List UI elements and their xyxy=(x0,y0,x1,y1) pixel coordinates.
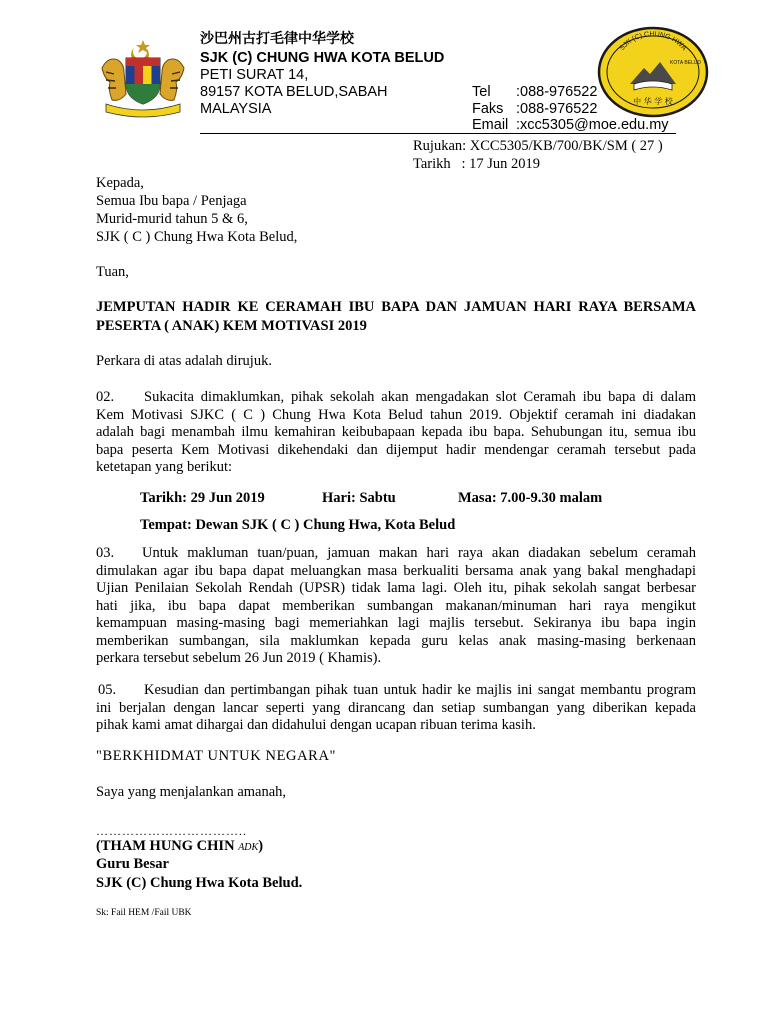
email-value: :xcc5305@moe.edu.my xyxy=(516,117,669,133)
signer-suffix: ADK xyxy=(238,842,259,853)
paragraph-line: dimulakan agar ibu bapa dapat meluangkan masa berkualiti bersama anak yang bakal menghadapi xyxy=(96,562,696,579)
address-line: PETI SURAT 14, xyxy=(200,67,309,83)
subject-line: JEMPUTAN HADIR KE CERAMAH IBU BAPA DAN JAMUAN HARI RAYA BERSAMA xyxy=(96,299,696,315)
paragraph-line: hati jika, ibu bapa dapat memberikan sumbangan makanan/minuman hari raya mengikut xyxy=(96,597,696,614)
signer-name-close: ) xyxy=(258,838,264,854)
signer-title: Guru Besar xyxy=(96,856,169,872)
paragraph-02 xyxy=(96,389,696,477)
fax-value: :088-976522 xyxy=(516,101,598,117)
recipient-line: Semua Ibu bapa / Penjaga xyxy=(96,193,247,209)
address-line: 89157 KOTA BELUD,SABAH xyxy=(200,84,388,100)
event-venue: Tempat: Dewan SJK ( C ) Chung Hwa, Kota Belud xyxy=(140,517,456,533)
school-logo-icon xyxy=(596,26,710,118)
salutation: Tuan, xyxy=(96,264,129,280)
email-label: Email xyxy=(472,117,509,133)
paragraph-line: Kem Motivasi SJKC ( C ) Chung Hwa Kota Belud tahun 2019. Objektif ceramah ini diadakan xyxy=(96,406,696,423)
paragraph-line: kemampuan masing-masing bagi memeriahkan lagi majlis tersebut. Sekiranya ibu bapa ingin xyxy=(96,615,696,631)
event-day: Hari: Sabtu xyxy=(322,490,396,506)
paragraph-03 xyxy=(96,545,696,668)
paragraph-line: bapa peserta Kem Motivasi dikehendaki dan dijemput hadir mendengar ceramah tersebut pada xyxy=(96,441,696,458)
event-date: Tarikh: 29 Jun 2019 xyxy=(140,490,265,506)
letterhead-divider xyxy=(200,133,676,134)
letter-subject xyxy=(96,298,696,336)
paragraph-number: 05. xyxy=(98,682,117,698)
carbon-copy-note: Sk: Fail HEM /Fail UBK xyxy=(96,908,192,918)
paragraph-line: pihak kami amat dihargai dan didahului dengan ucapan ribuan terima kasih. xyxy=(96,717,536,733)
tel-value: :088-976522 xyxy=(516,84,598,100)
paragraph-line: Kesudian dan pertimbangan pihak tuan untuk hadir ke majlis ini sangat membantu program xyxy=(144,682,696,698)
logo-text-bottom: 中 华 学 校 xyxy=(633,97,673,106)
paragraph-line: ini berjalan dengan lancar seperti yang dirancang dan setiap sumbangan yang diberikan kepada xyxy=(96,699,696,716)
recipient-line: Murid-murid tahun 5 & 6, xyxy=(96,211,248,227)
school-name-chinese: 沙巴州古打毛律中华学校 xyxy=(200,30,354,46)
reference-date: Tarikh : 17 Jun 2019 xyxy=(413,156,541,172)
logo-text-top: SJK (C) CHUNG HWA xyxy=(618,30,688,53)
reference-number: Rujukan: XCC5305/KB/700/BK/SM ( 27 ) xyxy=(413,138,663,154)
closing-text: Saya yang menjalankan amanah, xyxy=(96,784,287,800)
paragraph-line: memberikan sumbangan, sila maklumkan kepada guru kelas anak masing-masing berkenaan xyxy=(96,632,696,649)
tel-label: Tel xyxy=(472,84,491,100)
signer-name xyxy=(96,838,263,855)
paragraph-line: adalah bagi menambah ilmu kemahiran keibubapaan kepada ibu bapa. Sehubungan itu, semua ibu xyxy=(96,424,696,440)
paragraph-number: 03. xyxy=(96,545,115,561)
recipient-line: SJK ( C ) Chung Hwa Kota Belud, xyxy=(96,229,298,245)
paragraph-line: ketetapan yang berikut: xyxy=(96,459,233,475)
paragraph-line: Untuk makluman tuan/puan, jamuan makan hari raya akan diadakan sebelum ceramah xyxy=(142,545,696,561)
paragraph-line: perkara tersebut sebelum 26 Jun 2019 ( Khamis). xyxy=(96,650,382,666)
paragraph-number: 02. xyxy=(96,389,115,405)
subject-line: PESERTA ( ANAK) KEM MOTIVASI 2019 xyxy=(96,318,367,334)
signer-school: SJK (C) Chung Hwa Kota Belud. xyxy=(96,875,303,891)
signer-name-text: (THAM HUNG CHIN xyxy=(96,838,235,854)
signature-line: …………………………….. xyxy=(96,824,247,838)
paragraph-05 xyxy=(96,682,696,735)
address-line: MALAYSIA xyxy=(200,101,272,117)
logo-text-mid: KOTA BELUD xyxy=(670,60,702,66)
paragraph-line: Ujian Penilaian Sekolah Rendah (UPSR) tidak lama lagi. Oleh itu, pihak sekolah sangat berbesar xyxy=(96,580,696,596)
paragraph-line: Sukacita dimaklumkan, pihak sekolah akan mengadakan slot Ceramah ibu bapa di dalam xyxy=(144,389,696,405)
motto: "BERKHIDMAT UNTUK NEGARA" xyxy=(96,748,337,764)
malaysia-coat-of-arms-icon xyxy=(94,38,192,118)
intro-text: Perkara di atas adalah dirujuk. xyxy=(96,353,272,369)
school-name-english: SJK (C) CHUNG HWA KOTA BELUD xyxy=(200,50,445,66)
event-time: Masa: 7.00-9.30 malam xyxy=(458,490,603,506)
fax-label: Faks xyxy=(472,101,504,117)
recipient-line: Kepada, xyxy=(96,175,144,191)
